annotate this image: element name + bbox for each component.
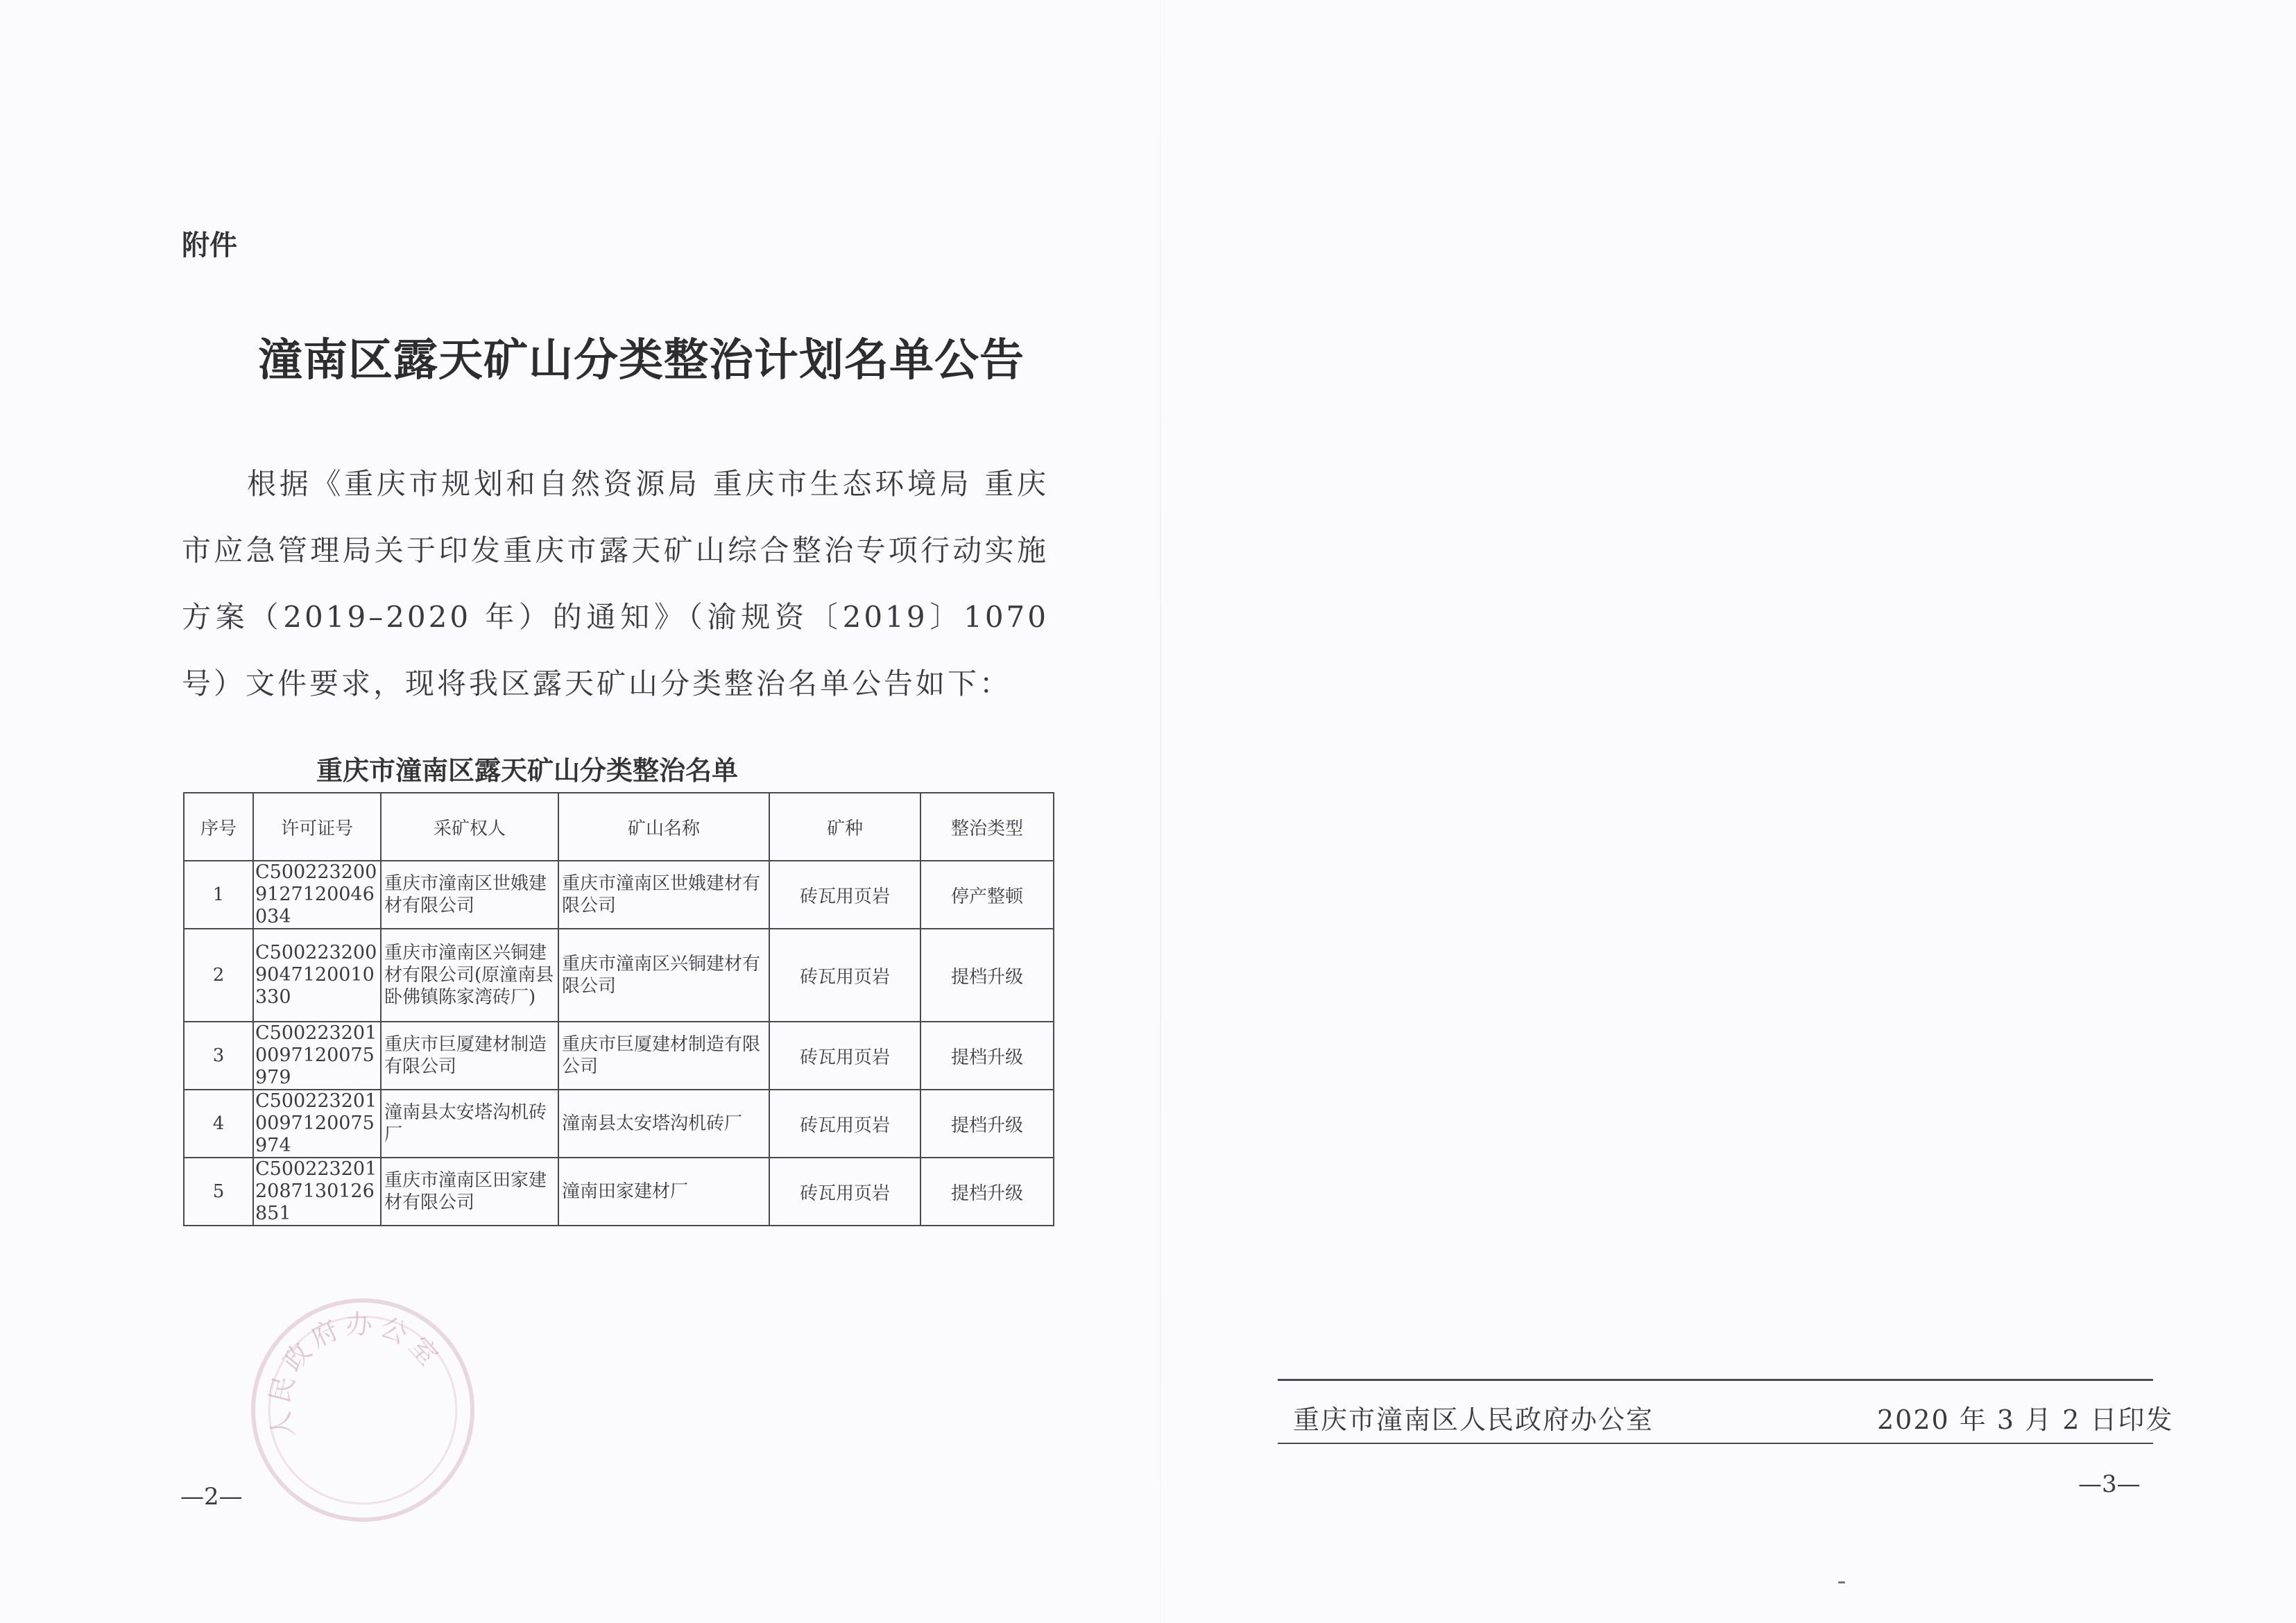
- row-number: 4: [184, 1090, 253, 1158]
- mine-name: 重庆市潼南区世娥建材有限公司: [558, 861, 769, 929]
- svg-text:人民政府办公室: [264, 1309, 447, 1441]
- row-number: 3: [184, 1022, 253, 1090]
- mine-name: 潼南田家建材厂: [558, 1158, 769, 1226]
- seal-inscription: 人民政府办公室: [264, 1309, 447, 1441]
- table-header-row: [184, 793, 1054, 861]
- license-number: C5002232010097120075979: [253, 1022, 381, 1090]
- rectification-type: 提档升级: [920, 1158, 1054, 1226]
- license-number: C5002232010097120075974: [253, 1090, 381, 1158]
- mine-name: 重庆市巨厦建材制造有限公司: [558, 1022, 769, 1090]
- header-cell: 许可证号: [253, 793, 381, 861]
- row-number: 5: [184, 1158, 253, 1226]
- footer-rule-bottom: [1278, 1443, 2153, 1444]
- paper-speck: [1838, 1581, 1845, 1583]
- page-number-right: —3—: [2078, 1470, 2141, 1498]
- mineral-type: 砖瓦用页岩: [769, 1090, 920, 1158]
- header-cell: 矿种: [769, 793, 920, 861]
- table-row: [184, 1090, 1054, 1158]
- mineral-type: 砖瓦用页岩: [769, 1022, 920, 1090]
- header-cell: 整治类型: [920, 793, 1054, 861]
- seal-ring: [255, 1303, 470, 1518]
- attachment-label: 附件: [182, 230, 237, 261]
- mining-right-holder: 重庆市潼南区兴铜建材有限公司(原潼南县卧佛镇陈家湾砖厂): [381, 929, 558, 1022]
- table-row: [184, 861, 1054, 929]
- mineral-type: 砖瓦用页岩: [769, 1158, 920, 1226]
- mine-name: 重庆市潼南区兴铜建材有限公司: [558, 929, 769, 1022]
- header-cell: 矿山名称: [558, 793, 769, 861]
- mining-right-holder: 潼南县太安塔沟机砖厂: [381, 1090, 558, 1158]
- row-number: 1: [184, 861, 253, 929]
- page-fold: [1160, 0, 1161, 1623]
- header-cell: 序号: [184, 793, 253, 861]
- mining-right-holder: 重庆市巨厦建材制造有限公司: [381, 1022, 558, 1090]
- mine-list-table: [183, 792, 1054, 1226]
- issuing-office: 重庆市潼南区人民政府办公室: [1293, 1405, 1654, 1435]
- row-number: 2: [184, 929, 253, 1022]
- license-number: C5002232012087130126851: [253, 1158, 381, 1226]
- body-paragraph: 根据《重庆市规划和自然资源局 重庆市生态环境局 重庆市应急管理局关于印发重庆市露天矿山综合整治专项行动实施方案（2019–2020 年）的通知》（渝规资〔2019〕1070 号）文件要求，现将我区露天矿山分类整治名单公告如下：: [182, 467, 1049, 701]
- document-title: 潼南区露天矿山分类整治计划名单公告: [258, 334, 1025, 386]
- rectification-type: 提档升级: [920, 1090, 1054, 1158]
- table-row: [184, 1158, 1054, 1226]
- mineral-type: 砖瓦用页岩: [769, 929, 920, 1022]
- issue-date: 2020 年 3 月 2 日印发: [1877, 1405, 2174, 1435]
- mine-name: 潼南县太安塔沟机砖厂: [558, 1090, 769, 1158]
- header-cell: 采矿权人: [381, 793, 558, 861]
- mining-right-holder: 重庆市潼南区田家建材有限公司: [381, 1158, 558, 1226]
- table-row: [184, 929, 1054, 1022]
- official-seal-stamp: [251, 1298, 474, 1522]
- table-row: [184, 1022, 1054, 1090]
- mining-right-holder: 重庆市潼南区世娥建材有限公司: [381, 861, 558, 929]
- license-number: C5002232009047120010330: [253, 929, 381, 1022]
- page-number-left: —2—: [180, 1483, 243, 1511]
- mineral-type: 砖瓦用页岩: [769, 861, 920, 929]
- rectification-type: 提档升级: [920, 1022, 1054, 1090]
- rectification-type: 停产整顿: [920, 861, 1054, 929]
- rectification-type: 提档升级: [920, 929, 1054, 1022]
- license-number: C5002232009127120046034: [253, 861, 381, 929]
- table-title: 重庆市潼南区露天矿山分类整治名单: [316, 755, 738, 786]
- footer-rule-top: [1278, 1379, 2153, 1381]
